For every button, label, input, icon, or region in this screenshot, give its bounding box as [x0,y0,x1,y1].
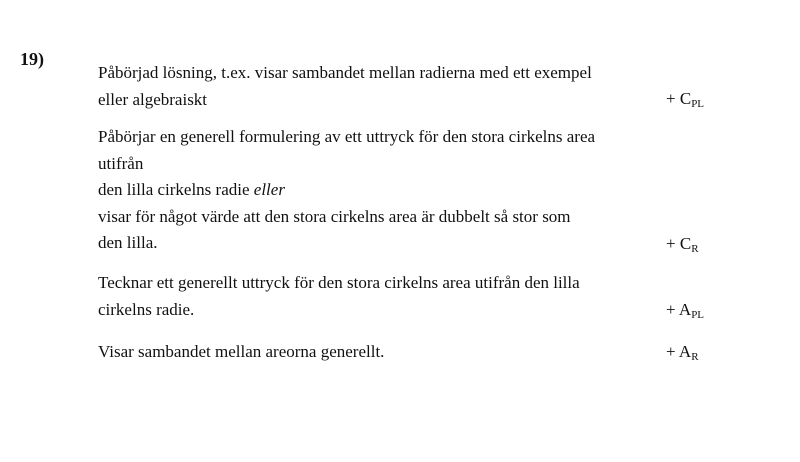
score-subscript: PL [691,98,705,110]
criterion-1-score [666,86,704,113]
criterion-line: Påbörjad lösning, t.ex. visar sambandet mellan radierna med ett exempel [98,63,592,82]
score-prefix: + A [666,342,692,361]
score-subscript: R [691,351,699,363]
criterion-1-text [98,60,658,113]
question-number: 19) [20,49,44,69]
criterion-line [98,177,658,204]
criterion-line: Tecknar ett generellt uttryck för den stora cirkelns area utifrån den lilla [98,273,580,292]
score-prefix: + A [666,300,692,319]
criterion-3-score [666,297,704,324]
criterion-4-text [98,339,658,366]
criterion-line: den lilla. [98,233,158,252]
score-prefix: + C [666,89,692,108]
criterion-line: Visar sambandet mellan areorna generellt. [98,342,385,361]
criterion-4-score [666,339,699,366]
criterion-3-text [98,270,658,323]
score-subscript: R [691,243,699,255]
italic-word: eller [253,180,285,199]
score-subscript: PL [691,309,705,321]
criterion-2-text [98,124,658,257]
criterion-2-score [666,231,699,258]
criterion-line-text: den lilla cirkelns radie [98,180,254,199]
criterion-line: cirkelns radie. [98,299,195,319]
criterion-line: visar för något värde att den stora cirkelns area är dubbelt så stor som [98,206,571,226]
criterion-line: utifrån [98,153,144,173]
score-prefix: + C [666,234,692,253]
criterion-line: Påbörjar en generell formulering av ett uttryck för den stora cirkelns area [98,127,596,146]
criterion-line: eller algebraiskt [98,89,208,109]
